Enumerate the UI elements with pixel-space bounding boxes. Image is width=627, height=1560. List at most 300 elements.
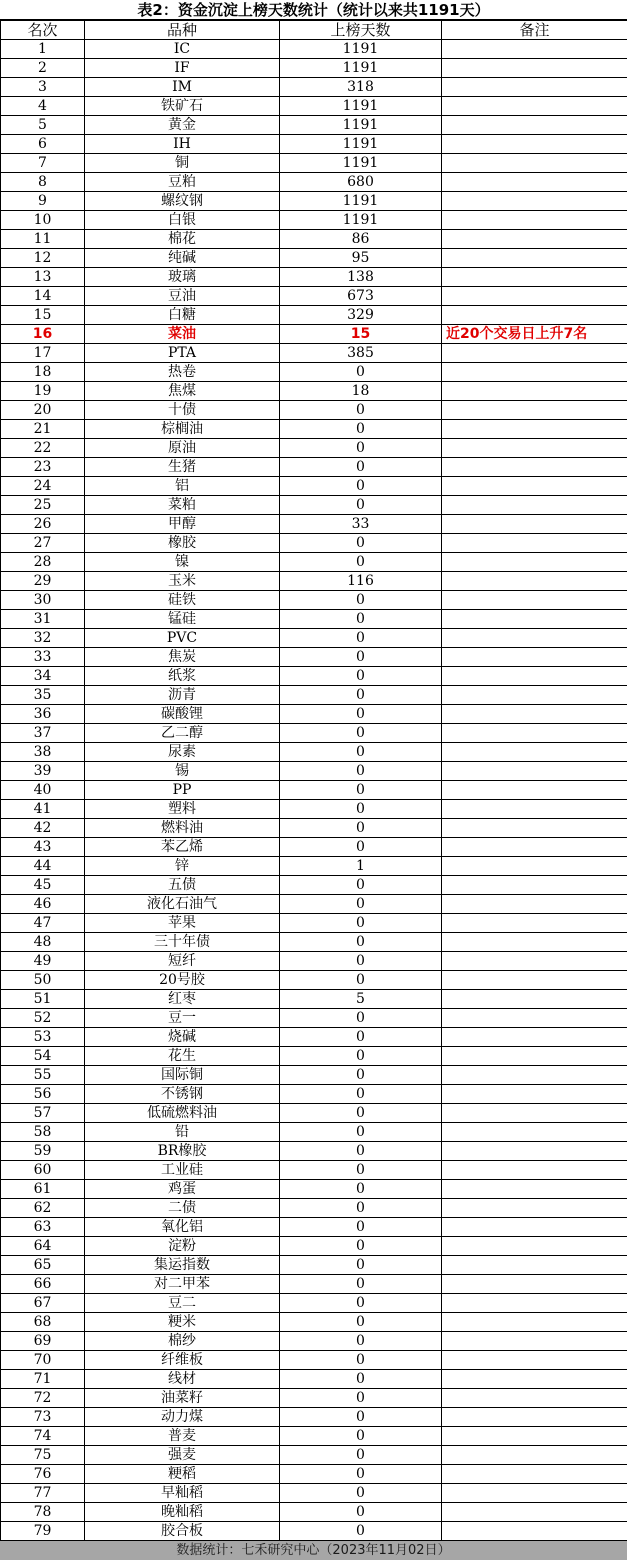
note-cell bbox=[442, 382, 627, 401]
variety-cell: 乙二醇 bbox=[85, 724, 280, 743]
rank-cell: 51 bbox=[1, 990, 85, 1009]
variety-cell: 纯碱 bbox=[85, 249, 280, 268]
table-row bbox=[1, 1028, 627, 1047]
days-cell: 0 bbox=[280, 1237, 442, 1256]
table-row bbox=[1, 401, 627, 420]
days-cell: 0 bbox=[280, 1028, 442, 1047]
variety-cell: 铜 bbox=[85, 154, 280, 173]
note-cell bbox=[442, 40, 627, 59]
rank-cell: 6 bbox=[1, 135, 85, 154]
rank-cell: 2 bbox=[1, 59, 85, 78]
variety-cell: 淀粉 bbox=[85, 1237, 280, 1256]
table-row bbox=[1, 1275, 627, 1294]
table-row bbox=[1, 572, 627, 591]
rank-cell: 57 bbox=[1, 1104, 85, 1123]
variety-cell: 五债 bbox=[85, 876, 280, 895]
note-cell bbox=[442, 192, 627, 211]
rank-cell: 20 bbox=[1, 401, 85, 420]
rank-cell: 69 bbox=[1, 1332, 85, 1351]
note-cell bbox=[442, 211, 627, 230]
table-row bbox=[1, 458, 627, 477]
rank-cell: 32 bbox=[1, 629, 85, 648]
note-cell bbox=[442, 287, 627, 306]
ranking-table bbox=[0, 20, 627, 1541]
note-cell bbox=[442, 1522, 627, 1541]
table-row bbox=[1, 78, 627, 97]
table-row bbox=[1, 1104, 627, 1123]
variety-cell: 不锈钢 bbox=[85, 1085, 280, 1104]
note-cell bbox=[442, 154, 627, 173]
table-row bbox=[1, 1009, 627, 1028]
note-cell bbox=[442, 401, 627, 420]
variety-cell: PTA bbox=[85, 344, 280, 363]
rank-cell: 50 bbox=[1, 971, 85, 990]
rank-cell: 33 bbox=[1, 648, 85, 667]
days-cell: 0 bbox=[280, 1370, 442, 1389]
days-cell: 0 bbox=[280, 1427, 442, 1446]
variety-cell: 油菜籽 bbox=[85, 1389, 280, 1408]
days-cell: 0 bbox=[280, 363, 442, 382]
note-cell bbox=[442, 230, 627, 249]
note-cell bbox=[442, 1446, 627, 1465]
table-row bbox=[1, 971, 627, 990]
days-cell: 0 bbox=[280, 1142, 442, 1161]
rank-cell: 55 bbox=[1, 1066, 85, 1085]
variety-cell: 短纤 bbox=[85, 952, 280, 971]
table-row bbox=[1, 1237, 627, 1256]
note-cell bbox=[442, 1009, 627, 1028]
variety-cell: 国际铜 bbox=[85, 1066, 280, 1085]
table-row bbox=[1, 306, 627, 325]
days-cell: 0 bbox=[280, 895, 442, 914]
table-row bbox=[1, 1389, 627, 1408]
variety-cell: 甲醇 bbox=[85, 515, 280, 534]
variety-cell: 镍 bbox=[85, 553, 280, 572]
rank-cell: 31 bbox=[1, 610, 85, 629]
days-cell: 0 bbox=[280, 477, 442, 496]
table-row bbox=[1, 192, 627, 211]
rank-cell: 17 bbox=[1, 344, 85, 363]
days-cell: 1191 bbox=[280, 40, 442, 59]
days-cell: 0 bbox=[280, 724, 442, 743]
note-cell bbox=[442, 1104, 627, 1123]
table-row bbox=[1, 667, 627, 686]
note-cell bbox=[442, 1066, 627, 1085]
note-cell bbox=[442, 1237, 627, 1256]
note-cell bbox=[442, 135, 627, 154]
rank-cell: 14 bbox=[1, 287, 85, 306]
days-cell: 0 bbox=[280, 610, 442, 629]
table-row bbox=[1, 591, 627, 610]
days-cell: 0 bbox=[280, 1408, 442, 1427]
note-cell bbox=[442, 1161, 627, 1180]
days-cell: 0 bbox=[280, 914, 442, 933]
variety-cell: 豆一 bbox=[85, 1009, 280, 1028]
table-row bbox=[1, 1256, 627, 1275]
rank-cell: 61 bbox=[1, 1180, 85, 1199]
rank-cell: 48 bbox=[1, 933, 85, 952]
rank-cell: 76 bbox=[1, 1465, 85, 1484]
note-cell bbox=[442, 173, 627, 192]
rank-cell: 68 bbox=[1, 1313, 85, 1332]
table-row bbox=[1, 1370, 627, 1389]
days-cell: 0 bbox=[280, 1351, 442, 1370]
rank-cell: 40 bbox=[1, 781, 85, 800]
note-cell bbox=[442, 724, 627, 743]
variety-cell: 燃料油 bbox=[85, 819, 280, 838]
note-cell bbox=[442, 59, 627, 78]
days-cell: 0 bbox=[280, 1161, 442, 1180]
rank-cell: 58 bbox=[1, 1123, 85, 1142]
note-cell bbox=[442, 1503, 627, 1522]
rank-cell: 12 bbox=[1, 249, 85, 268]
table-row bbox=[1, 1522, 627, 1541]
table-row bbox=[1, 1408, 627, 1427]
table-row bbox=[1, 781, 627, 800]
days-cell: 0 bbox=[280, 952, 442, 971]
variety-cell: 纸浆 bbox=[85, 667, 280, 686]
days-cell: 1191 bbox=[280, 192, 442, 211]
variety-cell: 铅 bbox=[85, 1123, 280, 1142]
variety-cell: 烧碱 bbox=[85, 1028, 280, 1047]
rank-cell: 19 bbox=[1, 382, 85, 401]
days-cell: 0 bbox=[280, 458, 442, 477]
days-cell: 1191 bbox=[280, 97, 442, 116]
variety-cell: 铝 bbox=[85, 477, 280, 496]
variety-cell: 二债 bbox=[85, 1199, 280, 1218]
variety-cell: 碳酸锂 bbox=[85, 705, 280, 724]
note-cell bbox=[442, 1142, 627, 1161]
variety-cell: 早籼稻 bbox=[85, 1484, 280, 1503]
days-cell: 0 bbox=[280, 1104, 442, 1123]
variety-cell: 玉米 bbox=[85, 572, 280, 591]
data-source-footer: 数据统计：七禾研究中心（2023年11月02日） bbox=[0, 1540, 627, 1560]
variety-cell: 生猪 bbox=[85, 458, 280, 477]
note-cell bbox=[442, 1047, 627, 1066]
variety-cell: 苯乙烯 bbox=[85, 838, 280, 857]
note-cell bbox=[442, 914, 627, 933]
rank-cell: 7 bbox=[1, 154, 85, 173]
days-cell: 1 bbox=[280, 857, 442, 876]
table-row bbox=[1, 1313, 627, 1332]
days-cell: 0 bbox=[280, 1389, 442, 1408]
table-row bbox=[1, 344, 627, 363]
variety-cell: 棉花 bbox=[85, 230, 280, 249]
table-row bbox=[1, 1484, 627, 1503]
table-row bbox=[1, 154, 627, 173]
rank-cell: 21 bbox=[1, 420, 85, 439]
variety-cell: 白银 bbox=[85, 211, 280, 230]
table-row bbox=[1, 1199, 627, 1218]
variety-cell: 橡胶 bbox=[85, 534, 280, 553]
variety-cell: 棉纱 bbox=[85, 1332, 280, 1351]
variety-cell: 20号胶 bbox=[85, 971, 280, 990]
rank-cell: 62 bbox=[1, 1199, 85, 1218]
rank-cell: 34 bbox=[1, 667, 85, 686]
table-row bbox=[1, 230, 627, 249]
variety-cell: 焦炭 bbox=[85, 648, 280, 667]
rank-cell: 23 bbox=[1, 458, 85, 477]
table-row bbox=[1, 952, 627, 971]
note-cell bbox=[442, 1218, 627, 1237]
days-cell: 86 bbox=[280, 230, 442, 249]
variety-cell: 强麦 bbox=[85, 1446, 280, 1465]
note-cell bbox=[442, 819, 627, 838]
days-cell: 0 bbox=[280, 1085, 442, 1104]
variety-cell: 普麦 bbox=[85, 1427, 280, 1446]
days-cell: 0 bbox=[280, 591, 442, 610]
variety-cell: 菜粕 bbox=[85, 496, 280, 515]
days-cell: 0 bbox=[280, 838, 442, 857]
note-cell bbox=[442, 458, 627, 477]
days-cell: 1191 bbox=[280, 116, 442, 135]
table-row bbox=[1, 1351, 627, 1370]
note-cell bbox=[442, 439, 627, 458]
days-cell: 0 bbox=[280, 1218, 442, 1237]
table-row bbox=[1, 895, 627, 914]
variety-cell: 苹果 bbox=[85, 914, 280, 933]
note-cell bbox=[442, 1313, 627, 1332]
header-variety: 品种 bbox=[85, 21, 280, 40]
table-row bbox=[1, 610, 627, 629]
variety-cell: 鸡蛋 bbox=[85, 1180, 280, 1199]
days-cell: 0 bbox=[280, 1503, 442, 1522]
days-cell: 0 bbox=[280, 439, 442, 458]
table-row bbox=[1, 857, 627, 876]
variety-cell: IH bbox=[85, 135, 280, 154]
note-cell bbox=[442, 990, 627, 1009]
note-cell bbox=[442, 553, 627, 572]
table-row bbox=[1, 838, 627, 857]
note-cell bbox=[442, 781, 627, 800]
note-cell bbox=[442, 1408, 627, 1427]
rank-cell: 43 bbox=[1, 838, 85, 857]
note-cell bbox=[442, 1484, 627, 1503]
rank-cell: 78 bbox=[1, 1503, 85, 1522]
days-cell: 18 bbox=[280, 382, 442, 401]
days-cell: 0 bbox=[280, 1180, 442, 1199]
rank-cell: 30 bbox=[1, 591, 85, 610]
rank-cell: 54 bbox=[1, 1047, 85, 1066]
note-cell bbox=[442, 1123, 627, 1142]
days-cell: 0 bbox=[280, 1294, 442, 1313]
days-cell: 0 bbox=[280, 1256, 442, 1275]
rank-cell: 39 bbox=[1, 762, 85, 781]
note-cell bbox=[442, 591, 627, 610]
header-days: 上榜天数 bbox=[280, 21, 442, 40]
table-row bbox=[1, 439, 627, 458]
rank-cell: 25 bbox=[1, 496, 85, 515]
rank-cell: 79 bbox=[1, 1522, 85, 1541]
table-row bbox=[1, 1218, 627, 1237]
variety-cell: 白糖 bbox=[85, 306, 280, 325]
rank-cell: 13 bbox=[1, 268, 85, 287]
days-cell: 138 bbox=[280, 268, 442, 287]
days-cell: 0 bbox=[280, 705, 442, 724]
note-cell bbox=[442, 876, 627, 895]
note-cell bbox=[442, 1028, 627, 1047]
rank-cell: 70 bbox=[1, 1351, 85, 1370]
note-cell bbox=[442, 971, 627, 990]
rank-cell: 59 bbox=[1, 1142, 85, 1161]
rank-cell: 18 bbox=[1, 363, 85, 382]
table-row bbox=[1, 800, 627, 819]
table-row bbox=[1, 382, 627, 401]
days-cell: 0 bbox=[280, 933, 442, 952]
rank-cell: 28 bbox=[1, 553, 85, 572]
days-cell: 0 bbox=[280, 1047, 442, 1066]
rank-cell: 24 bbox=[1, 477, 85, 496]
variety-cell: PVC bbox=[85, 629, 280, 648]
days-cell: 0 bbox=[280, 1066, 442, 1085]
variety-cell: 锡 bbox=[85, 762, 280, 781]
table-row bbox=[1, 743, 627, 762]
variety-cell: 红枣 bbox=[85, 990, 280, 1009]
days-cell: 0 bbox=[280, 1446, 442, 1465]
note-cell bbox=[442, 1275, 627, 1294]
table-row bbox=[1, 762, 627, 781]
rank-cell: 75 bbox=[1, 1446, 85, 1465]
variety-cell: 粳稻 bbox=[85, 1465, 280, 1484]
rank-cell: 72 bbox=[1, 1389, 85, 1408]
variety-cell: 焦煤 bbox=[85, 382, 280, 401]
days-cell: 0 bbox=[280, 629, 442, 648]
variety-cell: 尿素 bbox=[85, 743, 280, 762]
days-cell: 680 bbox=[280, 173, 442, 192]
rank-cell: 66 bbox=[1, 1275, 85, 1294]
note-cell bbox=[442, 648, 627, 667]
days-cell: 1191 bbox=[280, 135, 442, 154]
rank-cell: 53 bbox=[1, 1028, 85, 1047]
table-row bbox=[1, 1066, 627, 1085]
rank-cell: 35 bbox=[1, 686, 85, 705]
variety-cell: 菜油 bbox=[85, 325, 280, 344]
table-row bbox=[1, 1446, 627, 1465]
note-cell bbox=[442, 838, 627, 857]
note-cell bbox=[442, 420, 627, 439]
variety-cell: 铁矿石 bbox=[85, 97, 280, 116]
rank-cell: 15 bbox=[1, 306, 85, 325]
note-cell bbox=[442, 344, 627, 363]
variety-cell: 集运指数 bbox=[85, 1256, 280, 1275]
note-cell bbox=[442, 1332, 627, 1351]
rank-cell: 29 bbox=[1, 572, 85, 591]
note-cell bbox=[442, 78, 627, 97]
table-row bbox=[1, 325, 627, 344]
note-cell bbox=[442, 249, 627, 268]
table-row bbox=[1, 1142, 627, 1161]
days-cell: 0 bbox=[280, 1332, 442, 1351]
variety-cell: PP bbox=[85, 781, 280, 800]
table-row bbox=[1, 249, 627, 268]
note-cell bbox=[442, 496, 627, 515]
days-cell: 1191 bbox=[280, 59, 442, 78]
table-row bbox=[1, 1427, 627, 1446]
table-row bbox=[1, 876, 627, 895]
variety-cell: IC bbox=[85, 40, 280, 59]
variety-cell: 十债 bbox=[85, 401, 280, 420]
rank-cell: 52 bbox=[1, 1009, 85, 1028]
days-cell: 673 bbox=[280, 287, 442, 306]
days-cell: 0 bbox=[280, 1465, 442, 1484]
days-cell: 5 bbox=[280, 990, 442, 1009]
table-row bbox=[1, 40, 627, 59]
rank-cell: 77 bbox=[1, 1484, 85, 1503]
table-row bbox=[1, 705, 627, 724]
rank-cell: 47 bbox=[1, 914, 85, 933]
days-cell: 0 bbox=[280, 743, 442, 762]
rank-cell: 5 bbox=[1, 116, 85, 135]
variety-cell: IM bbox=[85, 78, 280, 97]
table-row bbox=[1, 116, 627, 135]
days-cell: 0 bbox=[280, 819, 442, 838]
days-cell: 329 bbox=[280, 306, 442, 325]
rank-cell: 71 bbox=[1, 1370, 85, 1389]
note-cell bbox=[442, 762, 627, 781]
note-cell bbox=[442, 268, 627, 287]
table-row bbox=[1, 648, 627, 667]
variety-cell: 线材 bbox=[85, 1370, 280, 1389]
note-cell bbox=[442, 667, 627, 686]
table-row bbox=[1, 515, 627, 534]
days-cell: 0 bbox=[280, 1522, 442, 1541]
rank-cell: 46 bbox=[1, 895, 85, 914]
variety-cell: BR橡胶 bbox=[85, 1142, 280, 1161]
variety-cell: 锰硅 bbox=[85, 610, 280, 629]
days-cell: 0 bbox=[280, 876, 442, 895]
table-row bbox=[1, 1294, 627, 1313]
rank-cell: 10 bbox=[1, 211, 85, 230]
days-cell: 0 bbox=[280, 648, 442, 667]
table-row bbox=[1, 819, 627, 838]
note-cell bbox=[442, 1465, 627, 1484]
variety-cell: 硅铁 bbox=[85, 591, 280, 610]
days-cell: 1191 bbox=[280, 211, 442, 230]
variety-cell: 沥青 bbox=[85, 686, 280, 705]
note-cell bbox=[442, 952, 627, 971]
rank-cell: 45 bbox=[1, 876, 85, 895]
note-cell bbox=[442, 1180, 627, 1199]
note-cell bbox=[442, 306, 627, 325]
table-body bbox=[1, 40, 627, 1541]
variety-cell: 豆粕 bbox=[85, 173, 280, 192]
days-cell: 0 bbox=[280, 781, 442, 800]
table-row bbox=[1, 268, 627, 287]
variety-cell: 锌 bbox=[85, 857, 280, 876]
note-cell bbox=[442, 1351, 627, 1370]
rank-cell: 9 bbox=[1, 192, 85, 211]
table-row bbox=[1, 1465, 627, 1484]
table-row bbox=[1, 420, 627, 439]
variety-cell: 棕榈油 bbox=[85, 420, 280, 439]
rank-cell: 38 bbox=[1, 743, 85, 762]
days-cell: 318 bbox=[280, 78, 442, 97]
variety-cell: 热卷 bbox=[85, 363, 280, 382]
variety-cell: IF bbox=[85, 59, 280, 78]
table-row bbox=[1, 287, 627, 306]
note-cell bbox=[442, 1199, 627, 1218]
rank-cell: 63 bbox=[1, 1218, 85, 1237]
note-cell bbox=[442, 1256, 627, 1275]
variety-cell: 花生 bbox=[85, 1047, 280, 1066]
days-cell: 0 bbox=[280, 800, 442, 819]
variety-cell: 三十年债 bbox=[85, 933, 280, 952]
variety-cell: 螺纹钢 bbox=[85, 192, 280, 211]
table-row bbox=[1, 211, 627, 230]
note-cell bbox=[442, 477, 627, 496]
variety-cell: 氧化铝 bbox=[85, 1218, 280, 1237]
variety-cell: 豆二 bbox=[85, 1294, 280, 1313]
